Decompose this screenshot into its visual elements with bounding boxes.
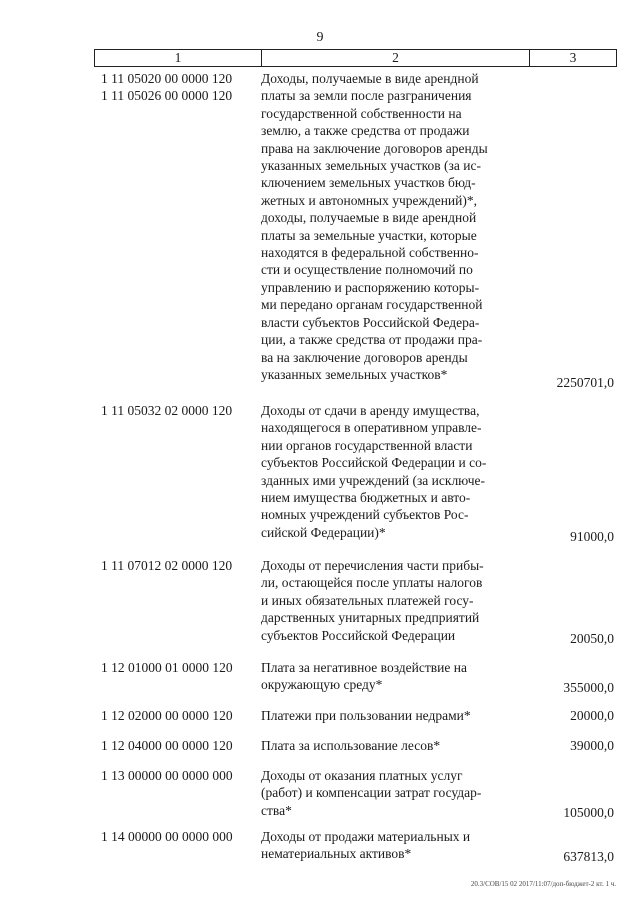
income-amount: 2250701,0	[556, 375, 614, 390]
income-description: Доходы от сдачи в аренду имущества, находящегося в оперативном управле- нии органов государственной власти субъектов Российской Федерации и со- зданных ими учреждений (за исключе- нием имущества бюджетных и авто- номных учреждений субъектов Рос- сийской Федерации)*	[261, 403, 487, 540]
income-description: Плата за использование лесов*	[261, 738, 441, 753]
header-col-2: 2	[262, 50, 530, 66]
budget-code: 1 11 07012 02 0000 120	[101, 558, 233, 573]
income-description: Доходы от оказания платных услуг (работ) и компенсации затрат государ- ства*	[261, 768, 482, 818]
page-number: 9	[316, 30, 324, 45]
income-amount: 20000,0	[570, 708, 614, 723]
income-amount: 355000,0	[563, 680, 614, 695]
budget-code: 1 13 00000 00 0000 000	[101, 768, 233, 783]
income-amount: 91000,0	[570, 529, 614, 544]
budget-code: 1 12 04000 00 0000 120	[101, 738, 233, 753]
budget-code: 1 12 02000 00 0000 120	[101, 708, 233, 723]
income-description: Доходы, получаемые в виде арендной платы за земли после разграничения государственной собственности на землю, а также средства от продажи права на заключение договоров аренды указанных земельных участков (за ис- ключением земельных участков бюд- жетных и автономных учреждений)*, доходы, получаемые в виде арендной платы за земельные участки, которые находятся в федеральной собственно- сти и осуществление полномочий по управлению и распоряжению которы- ми передано органам государственной власти субъектов Российской Федера- ции, а также средства от продажи пра- ва на заключение договоров аренды указанных земельных участков*	[261, 71, 488, 382]
table-header	[94, 49, 617, 67]
income-amount: 39000,0	[570, 738, 614, 753]
budget-code: 1 11 05020 00 0000 120 1 11 05026 00 0000 120	[101, 71, 233, 104]
budget-code: 1 11 05032 02 0000 120	[101, 403, 233, 418]
income-amount: 637813,0	[563, 849, 614, 864]
income-description: Платежи при пользовании недрами*	[261, 708, 471, 723]
income-description: Плата за негативное воздействие на окружающую среду*	[261, 660, 467, 693]
income-amount: 20050,0	[570, 631, 614, 646]
budget-code: 1 12 01000 01 0000 120	[101, 660, 233, 675]
budget-code: 1 14 00000 00 0000 000	[101, 829, 233, 844]
income-amount: 105000,0	[563, 805, 614, 820]
income-description: Доходы от продажи материальных и нематериальных активов*	[261, 829, 471, 862]
print-footer: 20.3/СОВ/15 02 2017/11:07/доп-бюджет-2 кт. 1 ч.	[470, 880, 616, 888]
header-col-3: 3	[569, 50, 577, 65]
header-col-1: 1	[95, 50, 262, 66]
income-description: Доходы от перечисления части прибы- ли, остающейся после уплаты налогов и иных обязательных платежей госу- дарственных унитарных предприятий субъектов Российской Федерации	[261, 558, 484, 643]
